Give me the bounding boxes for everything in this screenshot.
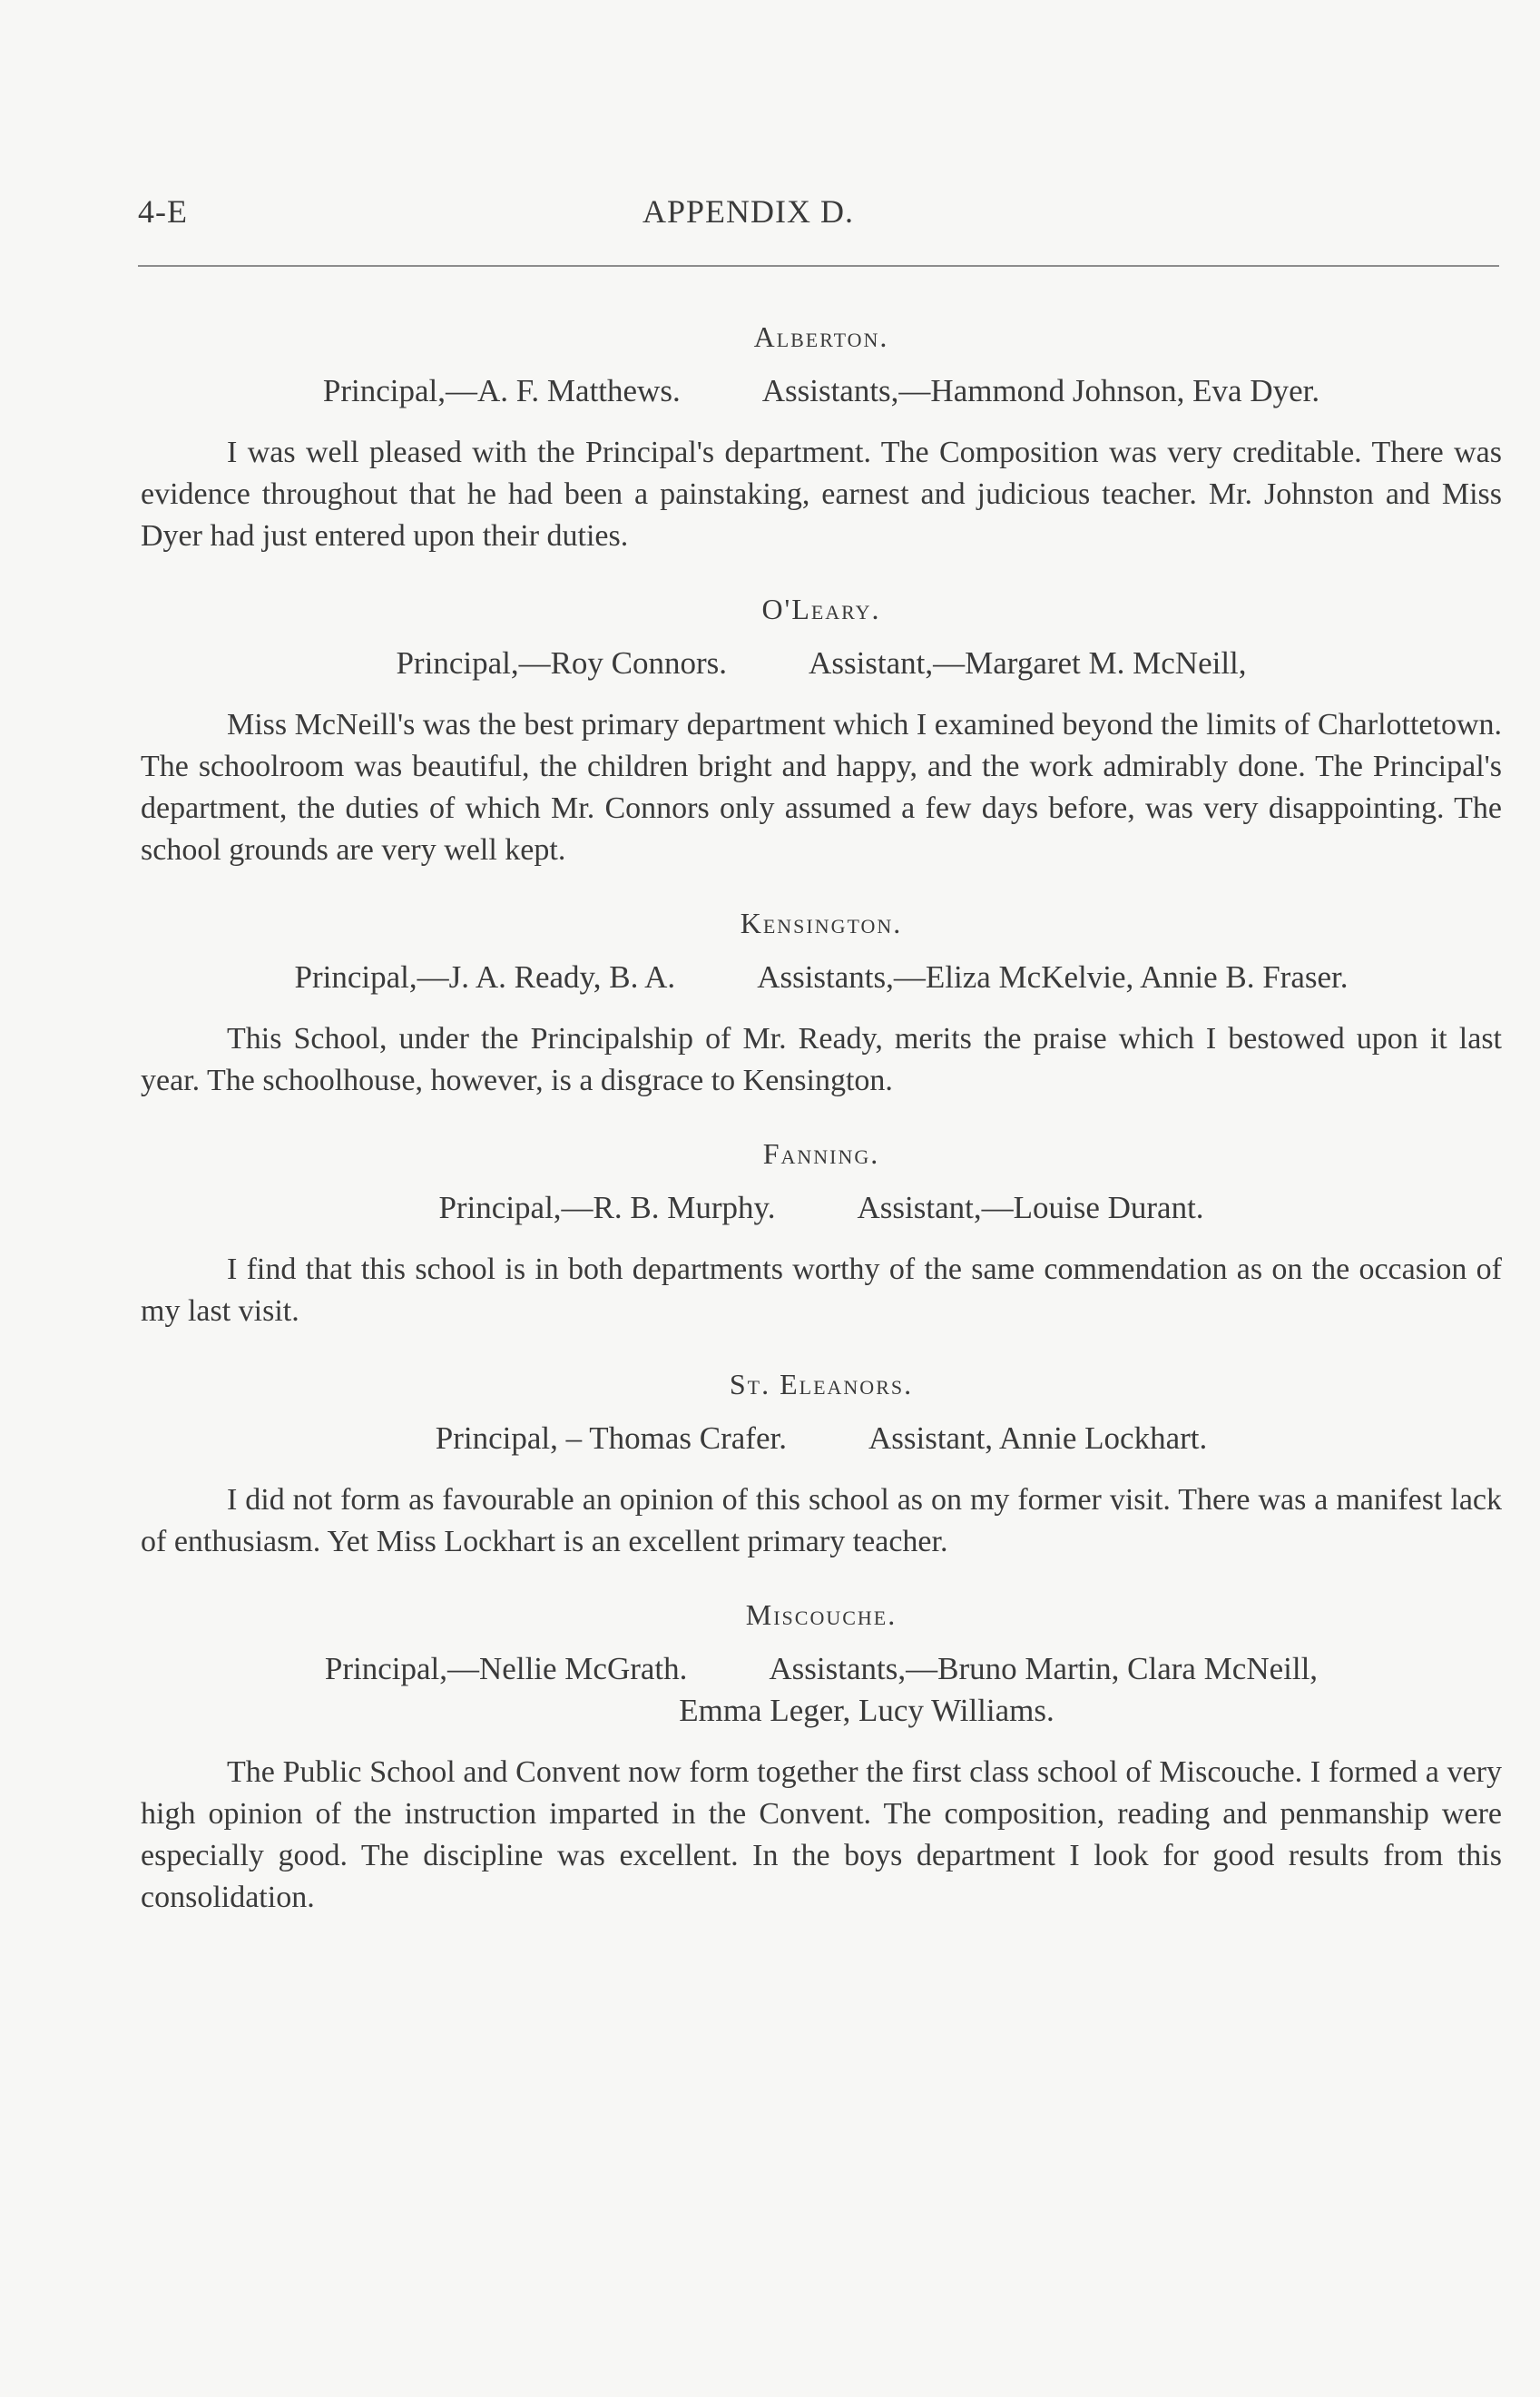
section-oleary [141,588,1502,871]
staff-line [141,957,1502,998]
header-rule [138,265,1499,267]
section-title: St. Eleanors. [729,1368,914,1400]
section-paragraph: I was well pleased with the Principal's department. The Composition was very creditable. There was evidence throughout that he had been a painstaking, earnest and judicious teacher. Mr. Johnston and Miss Dyer had just entered upon their duties. [141,436,1502,553]
principal-text: Principal,—A. F. Matthews. [322,373,681,408]
assistants-text: Assistant, Annie Lockhart. [868,1420,1208,1456]
staff-line [141,643,1502,684]
assistants-continuation: Emma Leger, Lucy Williams. [679,1693,1054,1728]
principal-text: Principal,—Roy Connors. [396,645,728,681]
principal-text: Principal,—R. B. Murphy. [438,1190,776,1225]
section-paragraph: Miss McNeill's was the best primary department which I examined beyond the limits of Charlottetown. The schoolroom was beautiful, the children bright and happy, and the work admirably done. The Principal's department, the duties of which Mr. Connors only assumed a few days before, was very disappointing. The school grounds are very well kept. [141,708,1502,867]
page-content [141,300,1502,1950]
assistants-text: Assistants,—Bruno Martin, Clara McNeill, [769,1651,1319,1686]
principal-text: Principal, – Thomas Crafer. [435,1420,787,1456]
principal-text: Principal,—Nellie McGrath. [324,1651,688,1686]
assistants-text: Assistants,—Hammond Johnson, Eva Dyer. [761,373,1320,408]
section-title: O'Leary. [761,593,881,625]
section-paragraph: I did not form as favourable an opinion of this school as on my former visit. There was a manifest lack of enthusiasm. Yet Miss Lockhart is an excellent primary teacher. [141,1483,1502,1558]
section-fanning [141,1133,1502,1332]
page-number: 4-E [138,193,188,230]
principal-text: Principal,—J. A. Ready, B. A. [294,959,676,995]
page-header [138,192,1504,247]
assistants-text: Assistant,—Louise Durant. [857,1190,1204,1225]
section-kensington [141,902,1502,1102]
staff-line [141,370,1502,412]
section-title: Miscouche. [745,1598,898,1631]
section-paragraph: The Public School and Convent now form together the first class school of Miscouche. I formed a very high opinion of the instruction imparted in the Convent. The composition, reading and penmanship were especially good. The discipline was excellent. In the boys department I look for good results from this consolidation. [141,1755,1502,1914]
staff-line [141,1648,1502,1732]
section-miscouche [141,1594,1502,1919]
section-paragraph: This School, under the Principalship of Mr. Ready, merits the praise which I bestowed upon it last year. The schoolhouse, however, is a disgrace to Kensington. [141,1022,1502,1097]
section-title: Kensington. [740,907,903,939]
section-alberton [141,316,1502,557]
section-title: Fanning. [762,1137,880,1170]
staff-line [141,1187,1502,1229]
section-st-eleanors [141,1363,1502,1563]
assistants-text: Assistants,—Eliza McKelvie, Annie B. Fraser. [757,959,1349,995]
section-title: Alberton. [753,320,889,353]
assistants-text: Assistant,—Margaret M. McNeill, [809,645,1247,681]
section-paragraph: I find that this school is in both departments worthy of the same commendation as on the occasion of my last visit. [141,1253,1502,1328]
staff-line [141,1418,1502,1459]
running-title: APPENDIX D. [642,193,854,230]
